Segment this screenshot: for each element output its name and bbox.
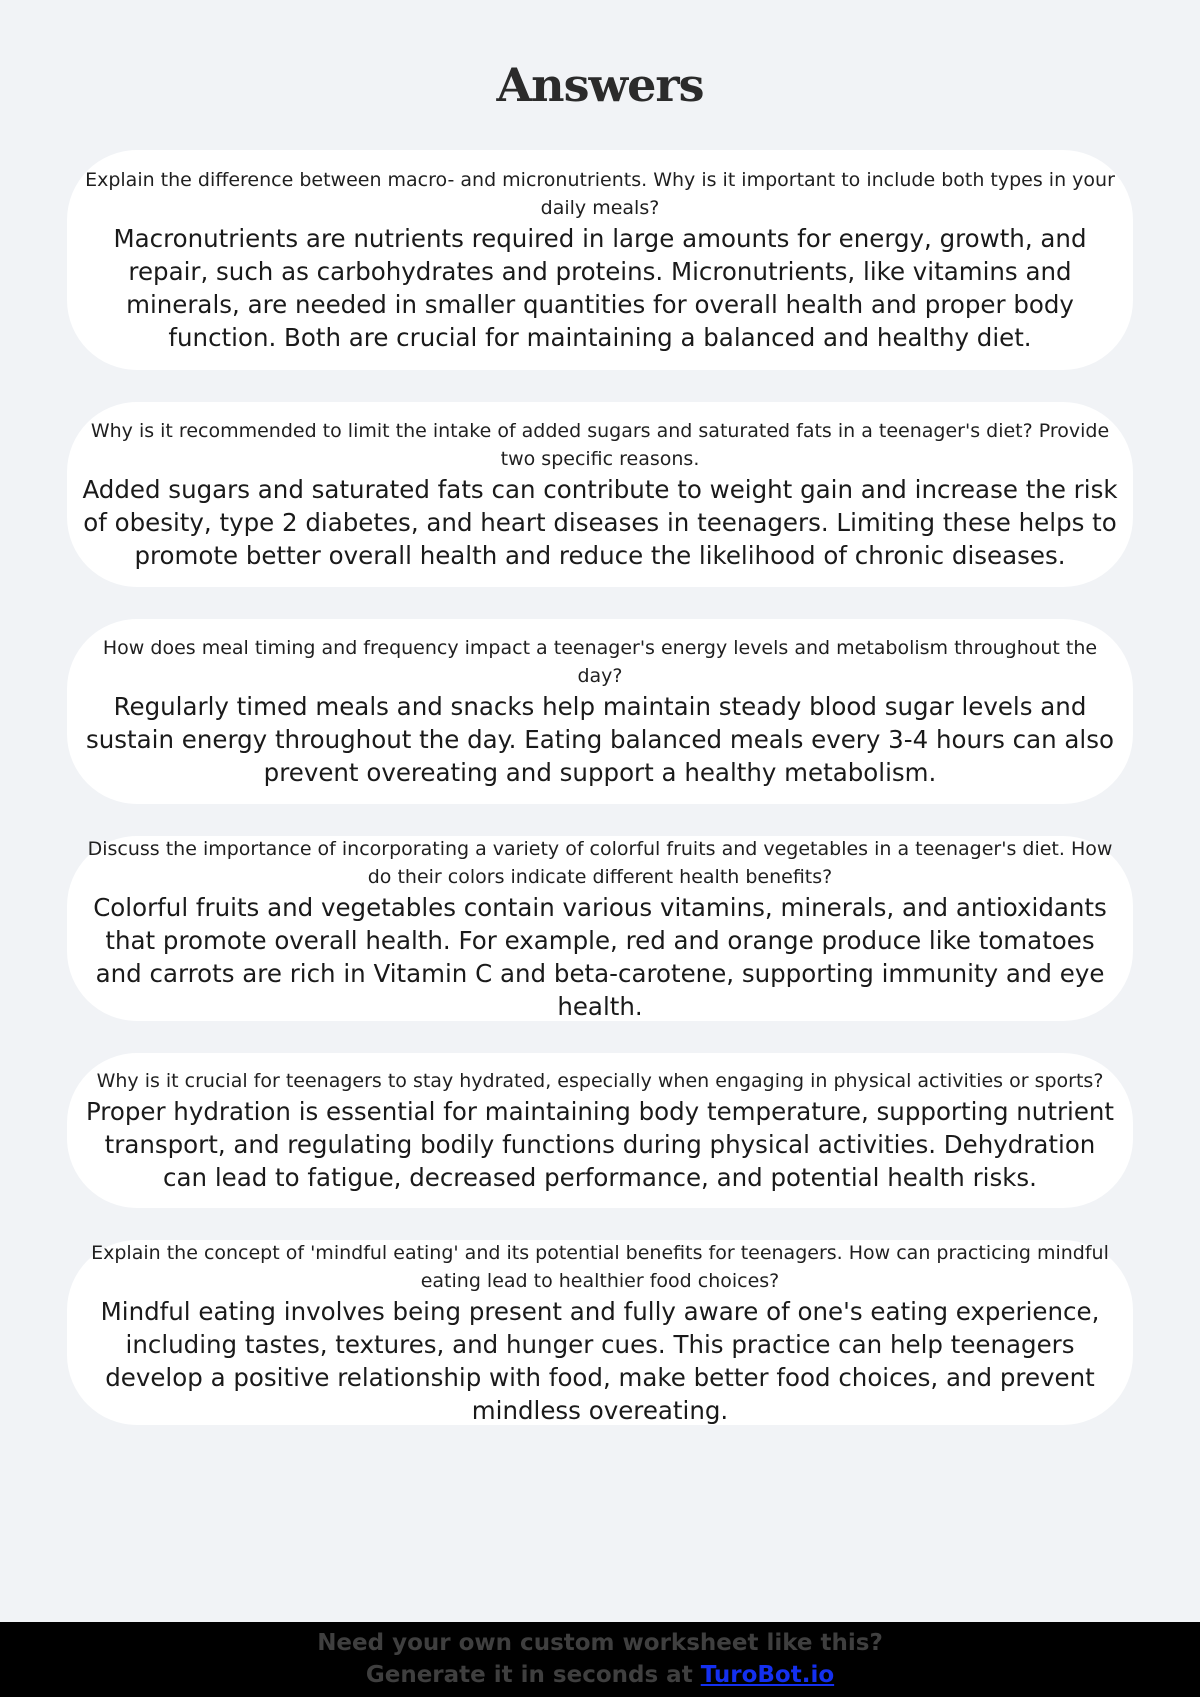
page-title: Answers xyxy=(496,58,704,112)
question-text: How does meal timing and frequency impact a teenager's energy levels and metabolism throughout the day? xyxy=(102,637,1098,687)
question-text: Explain the difference between macro- and micronutrients. Why is it important to include both types in your daily meals? xyxy=(85,169,1115,219)
answer-text: Proper hydration is essential for maintaining body temperature, supporting nutrient transport, and regulating bodily functions during physical activities. Dehydration can lead to fatigue, decreased performance, and potential health risks. xyxy=(85,1097,1115,1192)
answer-card xyxy=(67,150,1133,370)
answer-text: Macronutrients are nutrients required in large amounts for energy, growth, and repair, such as carbohydrates and proteins. Micronutrients, like vitamins and minerals, are needed in smaller quantities for overall health and proper body function. Both are crucial for maintaining a balanced and healthy diet. xyxy=(113,224,1087,352)
answer-card xyxy=(67,1240,1133,1425)
question-text: Explain the concept of 'mindful eating' and its potential benefits for teenagers. How can practicing mindful eating lead to healthier food choices? xyxy=(91,1241,1109,1292)
answer-text: Added sugars and saturated fats can contribute to weight gain and increase the risk of obesity, type 2 diabetes, and heart diseases in teenagers. Limiting these helps to promote better overall health and reduce the likelihood of chronic diseases. xyxy=(82,475,1118,570)
answer-card xyxy=(67,402,1133,587)
answer-card xyxy=(67,1053,1133,1208)
question-text: Why is it crucial for teenagers to stay hydrated, especially when engaging in physical activities or sports? xyxy=(96,1070,1104,1092)
question-text: Discuss the importance of incorporating a variety of colorful fruits and vegetables in a teenager's diet. How do their colors indicate different health benefits? xyxy=(87,837,1113,888)
answer-text: Mindful eating involves being present and fully aware of one's eating experience, including tastes, textures, and hunger cues. This practice can help teenagers develop a positive relationship with food, make better food choices, and prevent mindless overeating. xyxy=(100,1296,1100,1425)
promo-footer xyxy=(0,1622,1200,1697)
answer-card xyxy=(67,619,1133,804)
answer-text: Regularly timed meals and snacks help maintain steady blood sugar levels and sustain energy throughout the day. Eating balanced meals every 3-4 hours can also prevent overeating and support a healthy metabolism. xyxy=(85,692,1114,787)
footer-line-2-text: Generate it in seconds at xyxy=(365,1662,701,1688)
answer-text: Colorful fruits and vegetables contain various vitamins, minerals, and antioxidants that promote overall health. For example, red and orange produce like tomatoes and carrots are rich in Vitamin C and beta-carotene, supporting immunity and eye health. xyxy=(93,892,1107,1021)
question-text: Why is it recommended to limit the intake of added sugars and saturated fats in a teenager's diet? Provide two specific reasons. xyxy=(90,420,1110,470)
answer-card xyxy=(67,836,1133,1021)
turobot-link[interactable]: TuroBot.io xyxy=(700,1662,835,1688)
footer-line-1: Need your own custom worksheet like this? xyxy=(317,1630,883,1656)
footer-line-2 xyxy=(0,1659,1200,1691)
